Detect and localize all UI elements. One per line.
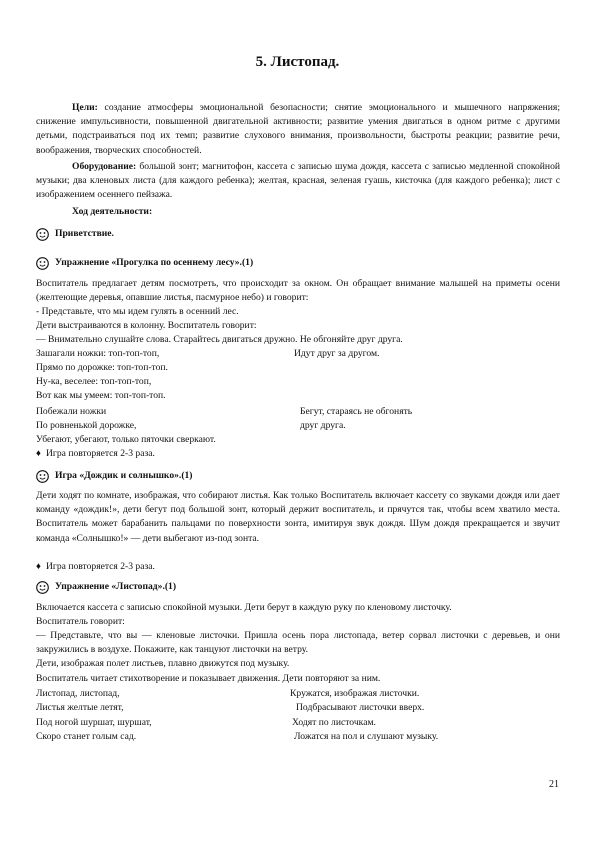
verse-line-right: Бегут, стараясь не обгонять	[300, 406, 413, 417]
goals-paragraph	[36, 101, 560, 158]
verse-line-left: Скоро станет голым сад.	[36, 731, 137, 742]
verse-line-left: По ровненькой дорожке,	[36, 420, 137, 431]
verse-line-left: Вот как мы умеем: топ-топ-топ.	[36, 390, 166, 401]
verse-line-left: Ну-ка, веселее: топ-топ-топ,	[36, 376, 152, 387]
goals-text: создание атмосферы эмоциональной безопасности; снятие эмоционального и мышечного напряжения; снижение импульсивности, повышенной двигательной активности; развитие умения двигаться в одном ритме с другими детьми, подстраиваться под их темп; развитие слухового внимания, произвольности, быстроты реакции; развитие речи, воображения, творческих способностей.	[36, 102, 560, 156]
verse-line-right: Идут друг за другом.	[294, 348, 380, 359]
equipment-text: большой зонт; магнитофон, кассета с записью шума дождя, кассета с записью медленной спокойной музыки; два кленовых листа (для каждого ребенка); желтая, красная, зеленая гуашь, кисточка (для каждого ребенка); лист с изображением осеннего пейзажа.	[36, 161, 560, 201]
verse-line-left: Листья желтые летят,	[36, 702, 124, 713]
equipment-label: Оборудование:	[72, 161, 137, 172]
section-walk-title: Упражнение «Прогулка по осеннему лесу».(1)	[55, 257, 254, 268]
page-number: 21	[549, 779, 559, 790]
repeat-note-text: Игра повторяется 2-3 раза.	[46, 561, 155, 572]
diamond-bullet-icon: ♦	[36, 561, 41, 572]
section-rain-title: Игра «Дождик и солнышко».(1)	[55, 470, 193, 481]
section-greeting-title: Приветствие.	[55, 228, 114, 239]
verse-line-right: Ложатся на пол и слушают музыку.	[294, 731, 439, 742]
goals-label: Цели:	[72, 102, 98, 113]
leaffall-line: Воспитатель говорит:	[36, 616, 125, 627]
verse-line-right: Кружатся, изображая листочки.	[290, 688, 420, 699]
rain-paragraph: Дети ходят по комнате, изображая, что собирают листья. Как только Воспитатель включает кассету со звуками дождя или дает команду «дождик!», дети бегут под большой зонт, который держит воспитатель, и прячутся так, чтобы всем хватило места. Воспитатель может барабанить пальцами по поверхности зонта, имитируя звук дождя. Шум дождя прекращается и звучит команда «Солнышко!» — дети выбегают из-под зонта.	[36, 490, 560, 544]
verse-line-right: Ходят по листочкам.	[292, 717, 376, 728]
equipment-paragraph	[36, 160, 560, 203]
verse-line-left: Зашагали ножки: топ-топ-топ,	[36, 348, 160, 359]
verse-line-left: Побежали ножки	[36, 406, 107, 417]
verse-line-right: Подбрасывают листочки вверх.	[296, 702, 425, 713]
section-greeting	[36, 227, 114, 241]
verse-line-left: Прямо по дорожке: топ-топ-топ.	[36, 362, 168, 373]
section-leaffall-title: Упражнение «Листопад».(1)	[55, 581, 177, 592]
smiley-face-icon	[36, 581, 49, 594]
walk-intro: Воспитатель предлагает детям посмотреть, что происходит за окном. Он обращает внимание малышей на приметы осени (желтеющие деревья, опавшие листья, пасмурное небо) и говорит:	[36, 278, 560, 304]
walk-line: Дети выстраиваются в колонну. Воспитатель говорит:	[36, 320, 257, 331]
walk-line: - Представьте, что мы идем гулять в осенний лес.	[36, 306, 239, 317]
verse-line-left: Листопад, листопад,	[36, 688, 120, 699]
verse-line-right: друг друга.	[300, 420, 346, 431]
smiley-face-icon	[36, 257, 49, 270]
course-label: Ход деятельности:	[72, 206, 153, 217]
leaffall-line: Дети, изображая полет листьев, плавно движутся под музыку.	[36, 658, 290, 669]
repeat-note	[36, 560, 155, 574]
verse-line-left: Убегают, убегают, только пяточки сверкают.	[36, 434, 216, 445]
leaffall-line: Включается кассета с записью спокойной музыки. Дети берут в каждую руку по кленовому листочку.	[36, 602, 452, 613]
repeat-note	[36, 447, 155, 461]
diamond-bullet-icon: ♦	[36, 448, 41, 459]
walk-line: — Внимательно слушайте слова. Старайтесь двигаться дружно. Не обгоняйте друг друга.	[36, 334, 403, 345]
page-title: 5. Листопад.	[255, 54, 340, 70]
leaffall-paragraph: — Представьте, что вы — кленовые листочки. Пришла осень пора листопада, ветер сорвал листочки с деревьев, и они закружились в воздухе. Покажите, как танцуют листочки на ветру.	[36, 630, 560, 656]
section-walk	[36, 256, 253, 270]
verse-line-left: Под ногой шуршат, шуршат,	[36, 717, 152, 728]
section-rain	[36, 469, 193, 483]
section-leaffall	[36, 580, 176, 594]
smiley-face-icon	[36, 470, 49, 483]
smiley-face-icon	[36, 228, 49, 241]
repeat-note-text: Игра повторяется 2-3 раза.	[46, 448, 155, 459]
leaffall-line: Воспитатель читает стихотворение и показывает движения. Дети повторяют за ним.	[36, 673, 381, 684]
